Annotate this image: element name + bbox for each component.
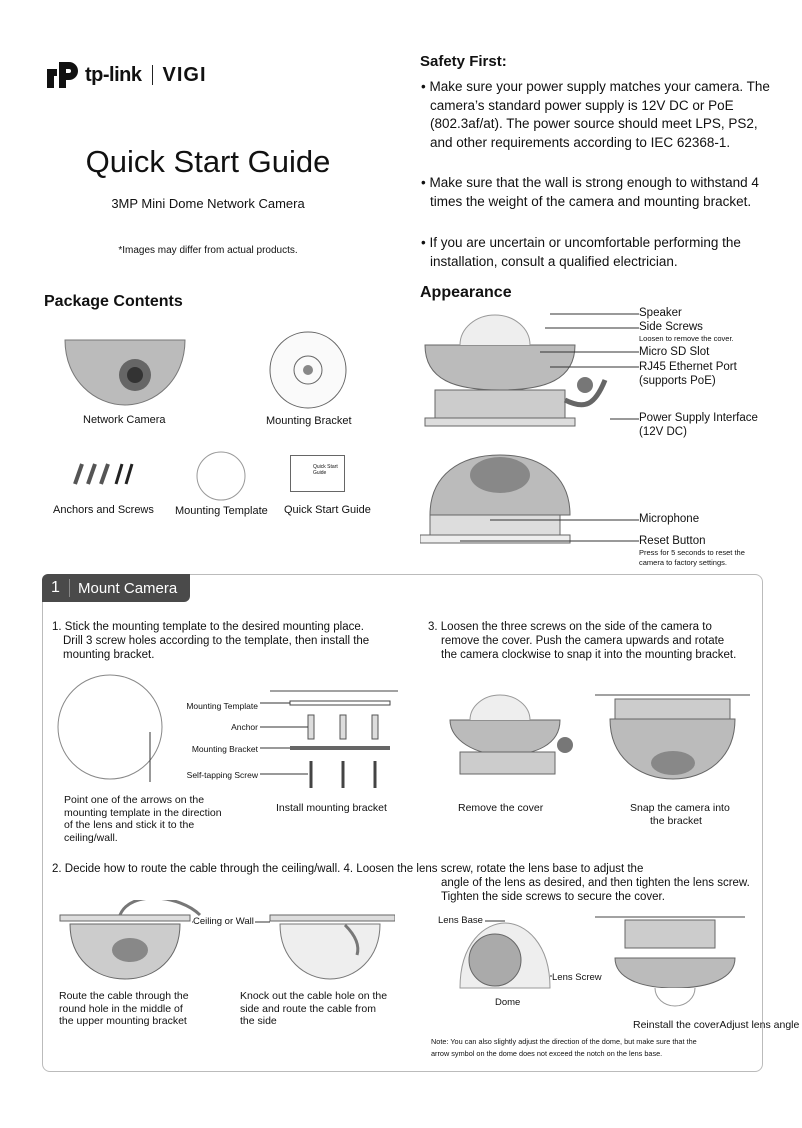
package-item: Anchors and Screws xyxy=(53,504,154,516)
line: the side xyxy=(240,1015,277,1027)
safety-bullet: • Make sure that the wall is strong enough to withstand 4 times the weight of the camera and mounting bracket. xyxy=(421,175,759,209)
cable-routing-illustration xyxy=(55,900,395,990)
lens-adjust-illustration xyxy=(455,918,555,998)
label-rj45-poe: (supports PoE) xyxy=(639,375,716,387)
line: Point one of the arrows on the xyxy=(64,794,205,806)
camera-appearance-illustration xyxy=(420,305,640,567)
label-side-screws: Side Screws xyxy=(639,321,703,333)
logo-brand: tp-link xyxy=(85,63,142,86)
network-camera-image xyxy=(60,335,190,410)
line: mounting bracket. xyxy=(63,649,155,661)
caption-install: Install mounting bracket xyxy=(276,802,387,814)
line: Note: You can also slightly adjust the direction of the dome, but make sure that the xyxy=(431,1037,697,1046)
label-screw: Self-tapping Screw xyxy=(186,770,258,780)
package-contents-heading: Package Contents xyxy=(44,293,183,310)
anchors-screws-image xyxy=(70,460,136,486)
reinstall-cover-illustration xyxy=(595,900,745,1010)
package-item: Quick Start Guide xyxy=(284,504,371,516)
page-title: Quick Start Guide xyxy=(85,144,331,179)
section-title: Mount Camera xyxy=(78,579,178,597)
step2-4-text: 2. Decide how to route the cable through the ceiling/wall. 4. Loosen the lens screw, rotate the lens base to adjust the xyxy=(52,863,644,875)
logo-product: VIGI xyxy=(162,63,207,86)
caption-snap xyxy=(630,802,730,827)
line: ceiling/wall. xyxy=(64,831,118,844)
caption-reinstall: Reinstall the coverAdjust lens angle xyxy=(633,1019,800,1031)
package-item: Network Camera xyxy=(83,414,166,426)
package-item: Mounting Bracket xyxy=(266,415,352,427)
safety-bullet: • Make sure your power supply matches your camera. The camera’s standard power supply is 12V DC or PoE (802.3af/at). The power source should meet LPS, PS2, and other requirements according to IEC 62368-1. xyxy=(421,79,770,150)
label-mounting-bracket: Mounting Bracket xyxy=(191,744,258,754)
bullet-text: Make sure that the wall is strong enough to withstand 4 times the weight of the camera and mounting bracket. xyxy=(429,175,759,209)
label-reset-note: camera to factory settings. xyxy=(639,558,727,567)
caption-point-arrow xyxy=(64,794,222,844)
remove-cover-illustration xyxy=(440,680,580,790)
tp-link-logo-icon xyxy=(45,60,79,90)
label-power-voltage: (12V DC) xyxy=(639,426,687,438)
label-dome: Dome xyxy=(495,997,521,1008)
caption-knock-out xyxy=(240,990,387,1028)
step3-text xyxy=(428,620,736,662)
label-microphone: Microphone xyxy=(639,513,700,525)
mounting-template-image xyxy=(195,450,247,502)
safety-bullet: • If you are uncertain or uncomfortable performing the installation, consult a qualified electrician. xyxy=(421,235,741,269)
section-number: 1 xyxy=(42,579,70,597)
line: of the lens and stick it to the xyxy=(64,819,195,831)
line: Drill 3 screw holes according to the template, then install the xyxy=(63,635,370,647)
label-speaker: Speaker xyxy=(639,307,682,319)
line: round hole in the middle of xyxy=(59,1002,183,1015)
label-mounting-template: Mounting Template xyxy=(186,701,258,711)
label-lens-base: Lens Base xyxy=(438,915,483,926)
logo-divider xyxy=(152,65,153,85)
step1-text xyxy=(52,620,369,662)
line: 3. Loosen the three screws on the side of the camera to xyxy=(428,621,712,633)
label-side-screws-note: Loosen to remove the cover. xyxy=(639,334,734,343)
line: arrow symbol on the dome does not exceed the notch on the lens base. xyxy=(431,1049,663,1058)
snap-camera-illustration xyxy=(595,683,750,798)
line: 1. Stick the mounting template to the desired mounting place. xyxy=(52,621,364,633)
tp-link-vigi-logo xyxy=(45,60,207,90)
line: remove the cover. Push the camera upwards and rotate xyxy=(441,635,725,647)
line: Tighten the side screws to secure the cover. xyxy=(441,891,665,903)
label-ceiling-wall: Ceiling or Wall xyxy=(193,916,254,927)
line: Knock out the cable hole on the xyxy=(240,990,388,1002)
line: the upper mounting bracket xyxy=(59,1015,187,1027)
caption-route xyxy=(59,990,189,1028)
line: mounting template in the direction xyxy=(64,806,222,819)
line: side and route the cable from xyxy=(240,1002,376,1015)
line: Snap the camera into xyxy=(630,802,730,814)
subtitle: 3MP Mini Dome Network Camera xyxy=(111,196,305,211)
image-disclaimer: *Images may differ from actual products. xyxy=(118,245,298,256)
label-reset-note: Press for 5 seconds to reset the xyxy=(639,548,745,557)
label-anchor: Anchor xyxy=(231,722,258,732)
line: angle of the lens as desired, and then tighten the lens screw. xyxy=(441,877,750,889)
caption-remove-cover: Remove the cover xyxy=(458,802,544,814)
label-power: Power Supply Interface xyxy=(639,412,758,424)
qsg-thumbnail: Quick Start Guide xyxy=(290,455,345,492)
section-header xyxy=(42,574,190,602)
safety-heading: Safety First: xyxy=(420,53,507,70)
label-lens-screw: Lens Screw xyxy=(552,972,602,983)
install-bracket-diagram xyxy=(260,683,400,793)
appearance-heading: Appearance xyxy=(420,284,512,301)
line: the bracket xyxy=(650,814,702,827)
label-reset: Reset Button xyxy=(639,535,706,547)
template-illustration xyxy=(55,672,165,782)
package-item: Mounting Template xyxy=(175,505,268,517)
mounting-bracket-image xyxy=(265,330,351,410)
line: Route the cable through the xyxy=(59,990,189,1002)
bullet-text: If you are uncertain or uncomfortable performing the installation, consult a qualified electrician. xyxy=(429,235,741,269)
lens-note xyxy=(431,1036,697,1060)
line: the camera clockwise to snap it into the mounting bracket. xyxy=(441,649,737,661)
label-micro-sd: Micro SD Slot xyxy=(639,346,710,358)
label-rj45: RJ45 Ethernet Port xyxy=(639,361,737,373)
bullet-text: Make sure your power supply matches your camera. The camera’s standard power supply is 12V DC or PoE (802.3af/at). The power source should meet LPS, PS2, and other requirements according to IEC 62368-1. xyxy=(429,79,770,150)
